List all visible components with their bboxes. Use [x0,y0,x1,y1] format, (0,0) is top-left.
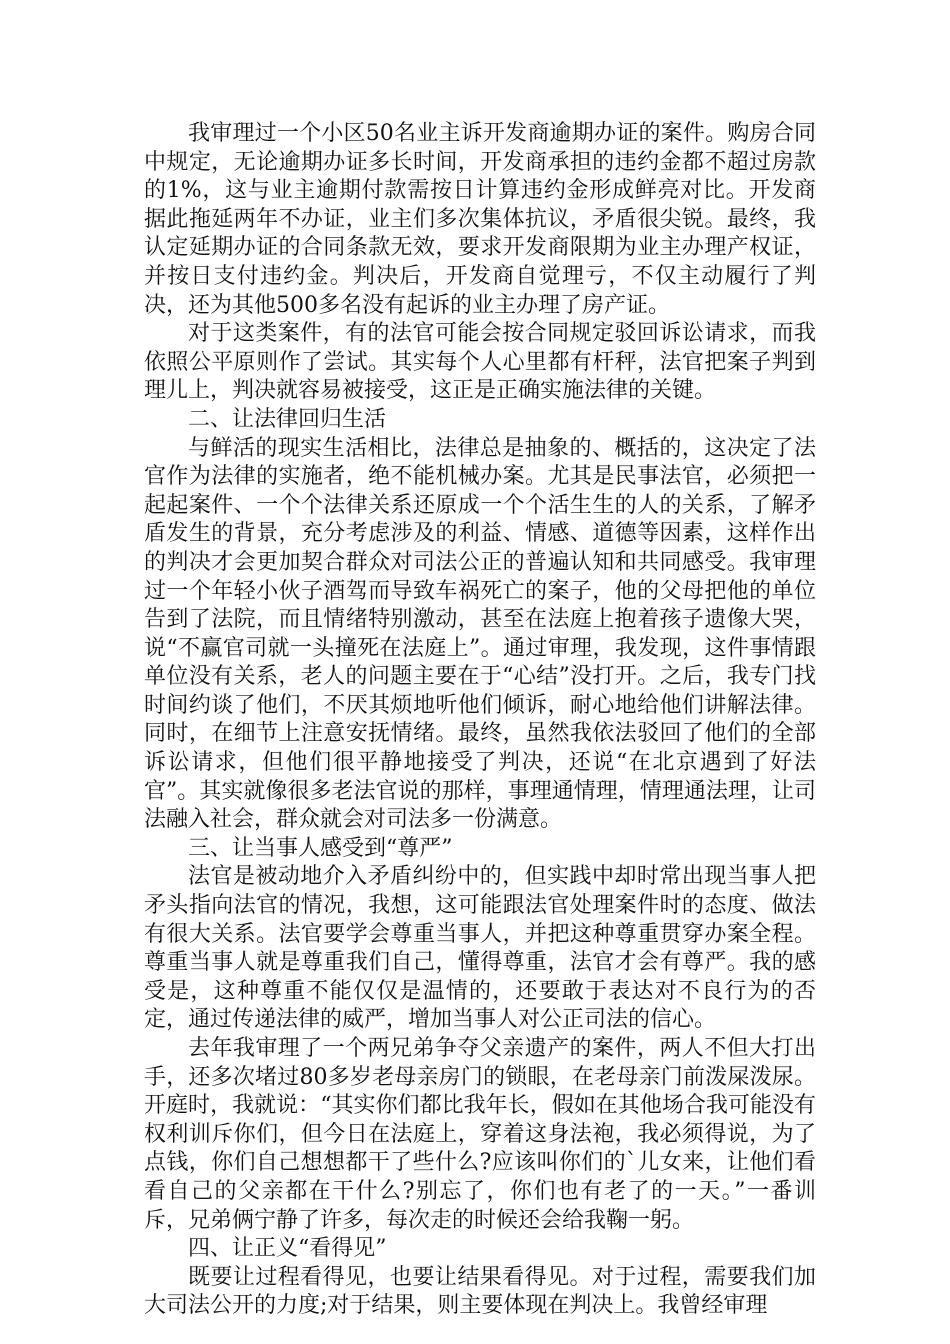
section-heading: 三、让当事人感受到“尊严” [188,835,453,861]
paragraph: 对于这类案件，有的法官可能会按合同规定驳回诉讼请求，而我依照公平原则作了尝试。其实每个人心里都有杆秤，法官把案子判到理儿上，判决就容易被接受，这正是正确实施法律的关键。 [144,321,816,404]
section-heading: 四、让正义“看得见” [188,1236,387,1262]
paragraph: 我审理过一个小区50名业主诉开发商逾期办证的案件。购房合同中规定，无论逾期办证多长时间，开发商承担的违约金都不超过房款的1%，这与业主逾期付款需按日计算违约金形成鲜亮对比。开发商据此拖延两年不办证，业主们多次集体抗议，矛盾很尖锐。最终，我认定延期办证的合同条款无效，要求开发商限期为业主办理产权证，并按日支付违约金。判决后，开发商自觉理亏，不仅主动履行了判决，还为其他500多名没有起诉的业主办理了房产证。 [144,121,816,318]
paragraph: 与鲜活的现实生活相比，法律总是抽象的、概括的，这决定了法官作为法律的实施者，绝不能机械办案。尤其是民事法官，必须把一起起案件、一个个法律关系还原成一个个活生生的人的关系，了解矛盾发生的背景，充分考虑涉及的利益、情感、道德等因素，这样作出的判决才会更加契合群众对司法公正的普遍认知和共同感受。我审理过一个年轻小伙子酒驾而导致车祸死亡的案子，他的父母把他的单位告到了法院，而且情绪特别激动，甚至在法庭上抱着孩子遗像大哭，说“不赢官司就一头撞死在法庭上”。通过审理，我发现，这件事情跟单位没有关系，老人的问题主要在于“心结”没打开。之后，我专门找时间约谈了他们，不厌其烦地听他们倾诉，耐心地给他们讲解法律。同时，在细节上注意安抚情绪。最终，虽然我依法驳回了他们的全部诉讼请求，但他们很平静地接受了判决，还说“在北京遇到了好法官”。其实就像很多老法官说的那样，事理通情理，情理通法理，让司法融入社会，群众就会对司法多一份满意。 [144,435,816,833]
section-heading: 二、让法律回归生活 [188,406,387,432]
paragraph: 既要让过程看得见，也要让结果看得见。对于过程，需要我们加大司法公开的力度;对于结果，则主要体现在判决上。我曾经审理 [144,1264,816,1319]
paragraph: 去年我审理了一个两兄弟争夺父亲遗产的案件，两人不但大打出手，还多次堵过80多岁老母亲房门的锁眼，在老母亲门前泼屎泼尿。开庭时，我就说：“其实你们都比我年长，假如在其他场合我可能没有权利训斥你们，但今日在法庭上，穿着这身法袍，我必须得说，为了点钱，你们自己想想都干了些什么?应该叫你们的`儿女来，让他们看看自己的父亲都在干什么?别忘了，你们也有老了的一天。”一番训斥，兄弟俩宁静了许多，每次走的时候还会给我鞠一躬。 [144,1036,816,1233]
document-page [144,120,816,1321]
paragraph: 法官是被动地介入矛盾纠纷中的，但实践中却时常出现当事人把矛头指向法官的情况，我想，这可能跟法官处理案件时的态度、做法有很大关系。法官要学会尊重当事人，并把这种尊重贯穿办案全程。尊重当事人就是尊重我们自己，懂得尊重，法官才会有尊严。我的感受是，这种尊重不能仅仅是温情的，还要敢于表达对不良行为的否定，通过传递法律的威严，增加当事人对公正司法的信心。 [144,864,816,1033]
